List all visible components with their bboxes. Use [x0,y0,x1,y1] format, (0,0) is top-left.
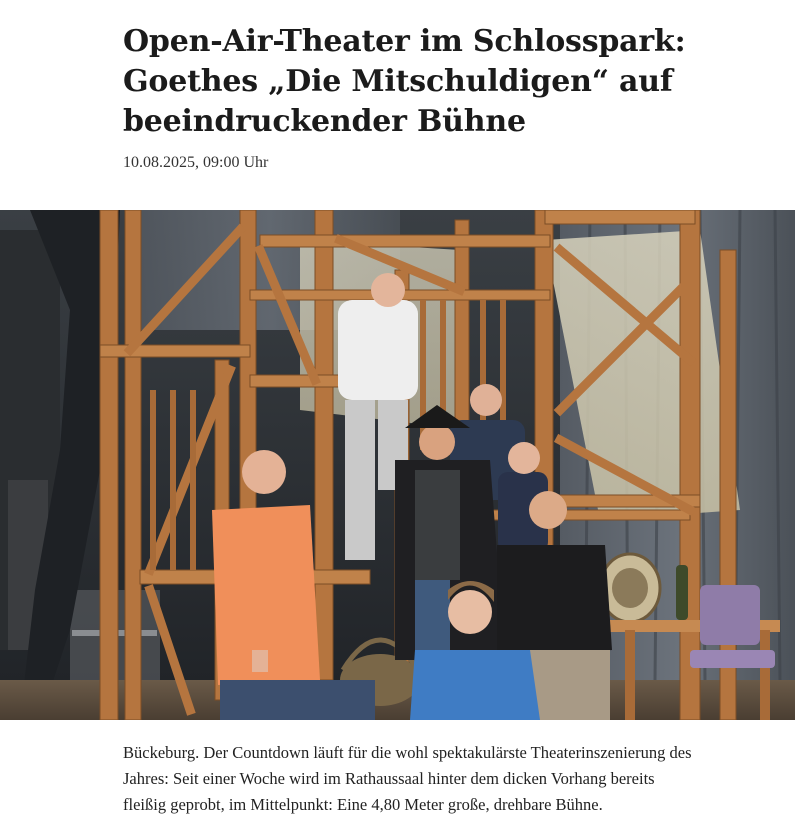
article-date: 10.08.2025, 09:00 Uhr [123,154,269,171]
headline-line: beeindruckender Bühne [123,104,526,139]
lead-line: fleißig geprobt, im Mittelpunkt: Eine 4,80 Meter große, drehbare Bühne. [123,795,603,814]
article-headline [123,22,773,142]
article-lead [123,740,788,818]
headline-line: Goethes „Die Mitschuldigen“ auf [123,64,673,99]
lead-line: Bückeburg. Der Countdown läuft für die wohl spektakulärste Theaterinszenierung des [123,743,692,762]
photo-illustration [0,210,795,720]
article-photo[interactable] [0,210,795,720]
lead-line: Jahres: Seit einer Woche wird im Rathaussaal hinter dem dicken Vorhang bereits [123,769,655,788]
lead-paragraph [123,740,788,818]
headline-line: Open-Air-Theater im Schlosspark: [123,24,686,59]
article-header [123,22,773,172]
